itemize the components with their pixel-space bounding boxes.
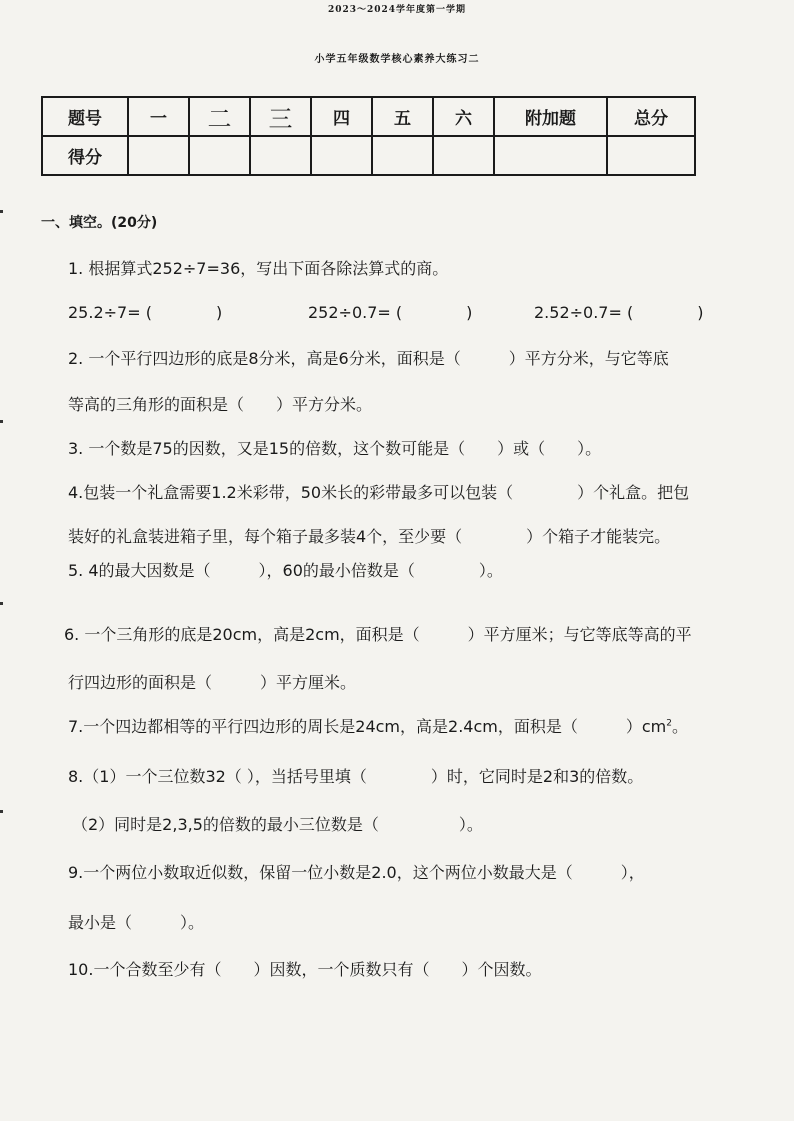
question-2-line-1: 2. 一个平行四边形的底是8分米，高是6分米，面积是（ ）平方分米，与它等底 <box>68 349 669 368</box>
score-table-cell: 附加题 <box>494 97 607 136</box>
score-entry-cell[interactable] <box>372 136 433 175</box>
score-table-cell: 得分 <box>42 136 128 175</box>
question-8-part-2: （2）同时是2,3,5的倍数的最小三位数是（ ）。 <box>72 815 483 834</box>
question-5: 5. 4的最大因数是（ ），60的最小倍数是（ ）。 <box>68 561 503 580</box>
score-table-cell: 四 <box>311 97 372 136</box>
section-heading-fill-blank: 一、填空。(20分) <box>41 215 158 231</box>
score-entry-cell[interactable] <box>250 136 311 175</box>
question-1: 1. 根据算式252÷7=36，写出下面各除法算式的商。 <box>68 259 449 278</box>
score-entry-cell[interactable] <box>311 136 372 175</box>
binding-margin-mark <box>0 810 3 813</box>
question-4-line-1: 4.包装一个礼盒需要1.2米彩带，50米长的彩带最多可以包装（ ）个礼盒。把包 <box>68 483 690 502</box>
question-7 <box>68 714 688 737</box>
question-1-part-a: 25.2÷7= ( ) <box>68 303 223 322</box>
score-table-header-row <box>42 97 695 136</box>
question-10: 10.一个合数至少有（ ）因数，一个质数只有（ ）个因数。 <box>68 960 542 979</box>
score-table-cell: 六 <box>433 97 494 136</box>
binding-margin-mark <box>0 602 3 605</box>
score-table-cell: 题号 <box>42 97 128 136</box>
question-9-line-2: 最小是（ ）。 <box>68 913 205 932</box>
question-9-line-1: 9.一个两位小数取近似数，保留一位小数是2.0，这个两位小数最大是（ ）， <box>68 863 645 882</box>
question-1-part-c: 2.52÷0.7= ( ) <box>534 303 704 322</box>
question-3: 3. 一个数是75的因数，又是15的倍数，这个数可能是（ ）或（ ）。 <box>68 439 602 458</box>
question-2-line-2: 等高的三角形的面积是（ ）平方分米。 <box>68 395 373 414</box>
score-table <box>41 96 696 176</box>
score-entry-cell[interactable] <box>433 136 494 175</box>
question-7-period: 。 <box>671 717 688 736</box>
question-4-line-2: 装好的礼盒装进箱子里，每个箱子最多装4个，至少要（ ）个箱子才能装完。 <box>68 527 671 546</box>
question-6-line-1: 6. 一个三角形的底是20cm，高是2cm，面积是（ ）平方厘米；与它等底等高的平 <box>64 625 692 644</box>
question-7-square-exponent: 2 <box>666 718 672 729</box>
score-entry-cell[interactable] <box>494 136 607 175</box>
binding-margin-mark <box>0 210 3 213</box>
score-entry-cell[interactable] <box>607 136 695 175</box>
score-table-cell: 一 <box>128 97 189 136</box>
binding-margin-mark <box>0 420 3 423</box>
score-table-score-row <box>42 136 695 175</box>
score-entry-cell[interactable] <box>189 136 250 175</box>
score-entry-cell[interactable] <box>128 136 189 175</box>
score-table-cell: 五 <box>372 97 433 136</box>
exam-main-title: 小学五年级数学核心素养大练习二 <box>314 54 480 65</box>
score-table-cell: 三 <box>250 97 311 136</box>
question-7-text: 7.一个四边都相等的平行四边形的周长是24cm，高是2.4cm，面积是（ ）cm <box>68 717 667 736</box>
score-table-cell: 二 <box>189 97 250 136</box>
score-table-cell: 总分 <box>607 97 695 136</box>
question-6-line-2: 行四边形的面积是（ ）平方厘米。 <box>68 673 357 692</box>
question-8-part-1: 8.（1）一个三位数32（ ），当括号里填（ ）时，它同时是2和3的倍数。 <box>68 767 644 786</box>
exam-term-title: 2023～2024学年度第一学期 <box>327 5 467 15</box>
question-1-part-b: 252÷0.7= ( ) <box>308 303 473 322</box>
